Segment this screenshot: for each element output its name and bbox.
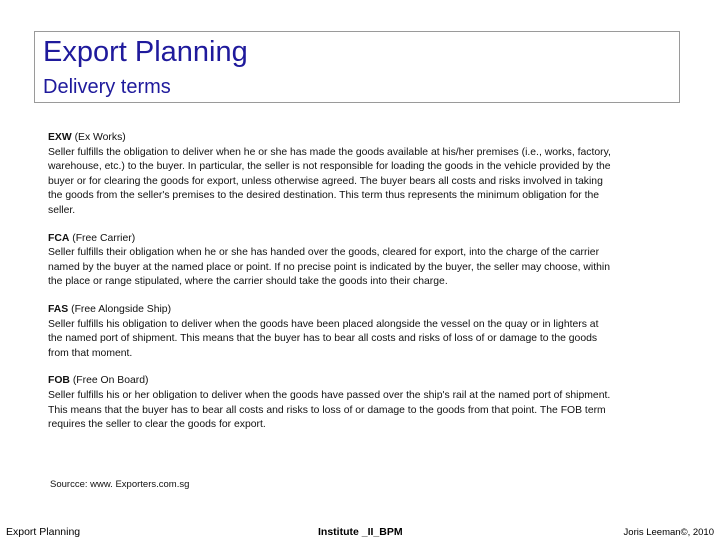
delivery-terms-list bbox=[48, 131, 612, 446]
term-name: (Free Carrier) bbox=[72, 232, 136, 244]
term-fob bbox=[48, 374, 612, 432]
term-description: Seller fulfills the obligation to deliver when he or she has made the goods available at his/her premises (i.e., works, factory, warehouse, etc.) to the buyer. In particular, the seller is not responsible for loading the goods in the vehicle provided by the buyer or for clearing the goods for export, unless otherwise agreed. The buyer bears all costs and risks involved in taking the goods from the seller's premises to the desired destination. This term thus represents the minimum obligation for the seller. bbox=[48, 146, 611, 216]
term-heading bbox=[48, 374, 612, 389]
term-code: EXW bbox=[48, 132, 72, 143]
term-code: FOB bbox=[48, 375, 70, 387]
term-exw bbox=[48, 131, 612, 219]
title-box bbox=[34, 31, 680, 103]
term-name: (Ex Works) bbox=[74, 132, 126, 143]
footer-left: Export Planning bbox=[6, 526, 81, 538]
footer-center: Institute _II_BPM bbox=[318, 526, 403, 538]
term-description: Seller fulfills their obligation when he or she has handed over the goods, cleared for export, into the charge of the carrier named by the buyer at the named place or point. If no precise point is indicated by the buyer, the seller may choose, within the place or range stipulated, where the carrier should take the goods into their charge. bbox=[48, 247, 610, 288]
term-fas bbox=[48, 303, 612, 361]
footer-right: Joris Leeman©, 2010 bbox=[623, 527, 714, 538]
term-description: Seller fulfills his or her obligation to deliver when the goods have passed over the ship's rail at the named port of shipment. This means that the buyer has to bear all costs and risks to loss of or damage to the goods from that point. The FOB term requires the seller to clear the goods for export. bbox=[48, 389, 611, 431]
page-subtitle: Delivery terms bbox=[43, 76, 171, 98]
term-heading bbox=[48, 303, 612, 318]
term-fca bbox=[48, 232, 612, 290]
source-note: Sourcce: www. Exporters.com.sg bbox=[50, 479, 190, 490]
term-name: (Free Alongside Ship) bbox=[71, 303, 172, 315]
term-description: Seller fulfills his obligation to deliver when the goods have been placed alongside the vessel on the quay or in lighters at the named port of shipment. This means that the buyer has to bear all costs and risks of loss of or damage to the goods from that moment. bbox=[48, 318, 599, 359]
term-code: FCA bbox=[48, 232, 70, 244]
term-name: (Free On Board) bbox=[72, 375, 149, 387]
page-title: Export Planning bbox=[43, 36, 248, 68]
term-heading bbox=[48, 232, 612, 247]
term-code: FAS bbox=[48, 303, 69, 315]
term-heading bbox=[48, 131, 612, 146]
